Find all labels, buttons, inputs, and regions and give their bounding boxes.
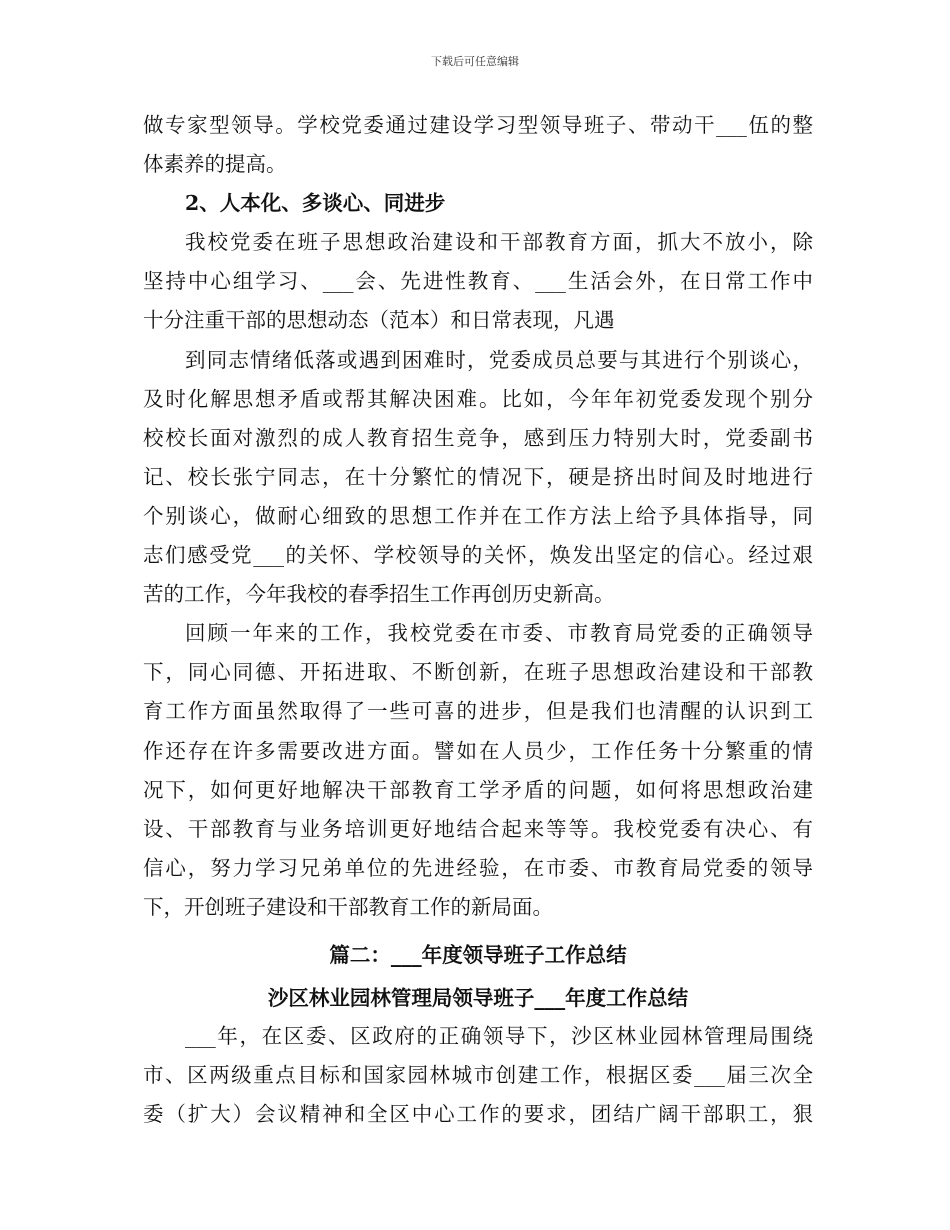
- text-line: 我校党委在班子思想政治建设和干部教育方面，抓大不放小，除: [185, 230, 813, 255]
- section-heading: 2、人本化、多谈心、同进步: [185, 191, 446, 216]
- page-header: 下载后可任意编辑: [431, 55, 519, 68]
- text-line: 下，开创班子建设和干部教育工作的新局面。: [143, 894, 553, 919]
- text-line: 个别谈心，做耐心细致的思想工作并在工作方法上给予具体指导，同: [143, 503, 813, 528]
- text-line: 坚持中心组学习、___会、先进性教育、___生活会外，在日常工作中: [143, 269, 813, 294]
- text-line: 信心，努力学习兄弟单位的先进经验，在市委、市教育局党委的领导: [143, 855, 813, 880]
- text-line: 记、校长张宁同志，在十分繁忙的情况下，硬是挤出时间及时地进行: [143, 464, 813, 489]
- document-subtitle: 沙区林业园林管理局领导班子___年度工作总结: [267, 985, 689, 1010]
- text-line: 及时化解思想矛盾或帮其解决困难。比如，今年年初党委发现个别分: [143, 386, 813, 411]
- text-line: 校校长面对激烈的成人教育招生竞争，感到压力特别大时，党委副书: [143, 425, 813, 450]
- text-line: 做专家型领导。学校党委通过建设学习型领导班子、带动干___伍的整: [143, 113, 813, 137]
- section-title: 篇二：___年度领导班子工作总结: [329, 942, 627, 967]
- text-line: ___年，在区委、区政府的正确领导下，沙区林业园林管理局围绕: [185, 1023, 813, 1048]
- text-line: 况下，如何更好地解决干部教育工学矛盾的问题，如何将思想政治建: [143, 777, 813, 802]
- text-line: 设、干部教育与业务培训更好地结合起来等等。我校党委有决心、有: [143, 816, 813, 841]
- text-line: 市、区两级重点目标和国家园林城市创建工作，根据区委___届三次全: [143, 1063, 813, 1088]
- document-body: [143, 106, 813, 1134]
- text-line: 作还存在许多需要改进方面。譬如在人员少，工作任务十分繁重的情: [143, 738, 813, 763]
- text-line: 苦的工作，今年我校的春季招生工作再创历史新高。: [143, 582, 615, 607]
- text-line: 志们感受党___的关怀、学校领导的关怀，焕发出坚定的信心。经过艰: [143, 543, 813, 568]
- text-line: 十分注重干部的思想动态（范本）和日常表现，凡遇: [143, 308, 615, 333]
- text-line: 到同志情绪低落或遇到困难时，党委成员总要与其进行个别谈心，: [185, 347, 813, 372]
- text-line: 体素养的提高。: [143, 152, 287, 177]
- text-line: 回顾一年来的工作，我校党委在市委、市教育局党委的正确领导: [185, 621, 813, 646]
- text-line: 育工作方面虽然取得了一些可喜的进步，但是我们也清醒的认识到工: [143, 699, 813, 724]
- text-line: 下，同心同德、开拓进取、不断创新，在班子思想政治建设和干部教: [143, 660, 813, 685]
- text-line: 委（扩大）会议精神和全区中心工作的要求，团结广阔干部职工，狠: [143, 1102, 813, 1127]
